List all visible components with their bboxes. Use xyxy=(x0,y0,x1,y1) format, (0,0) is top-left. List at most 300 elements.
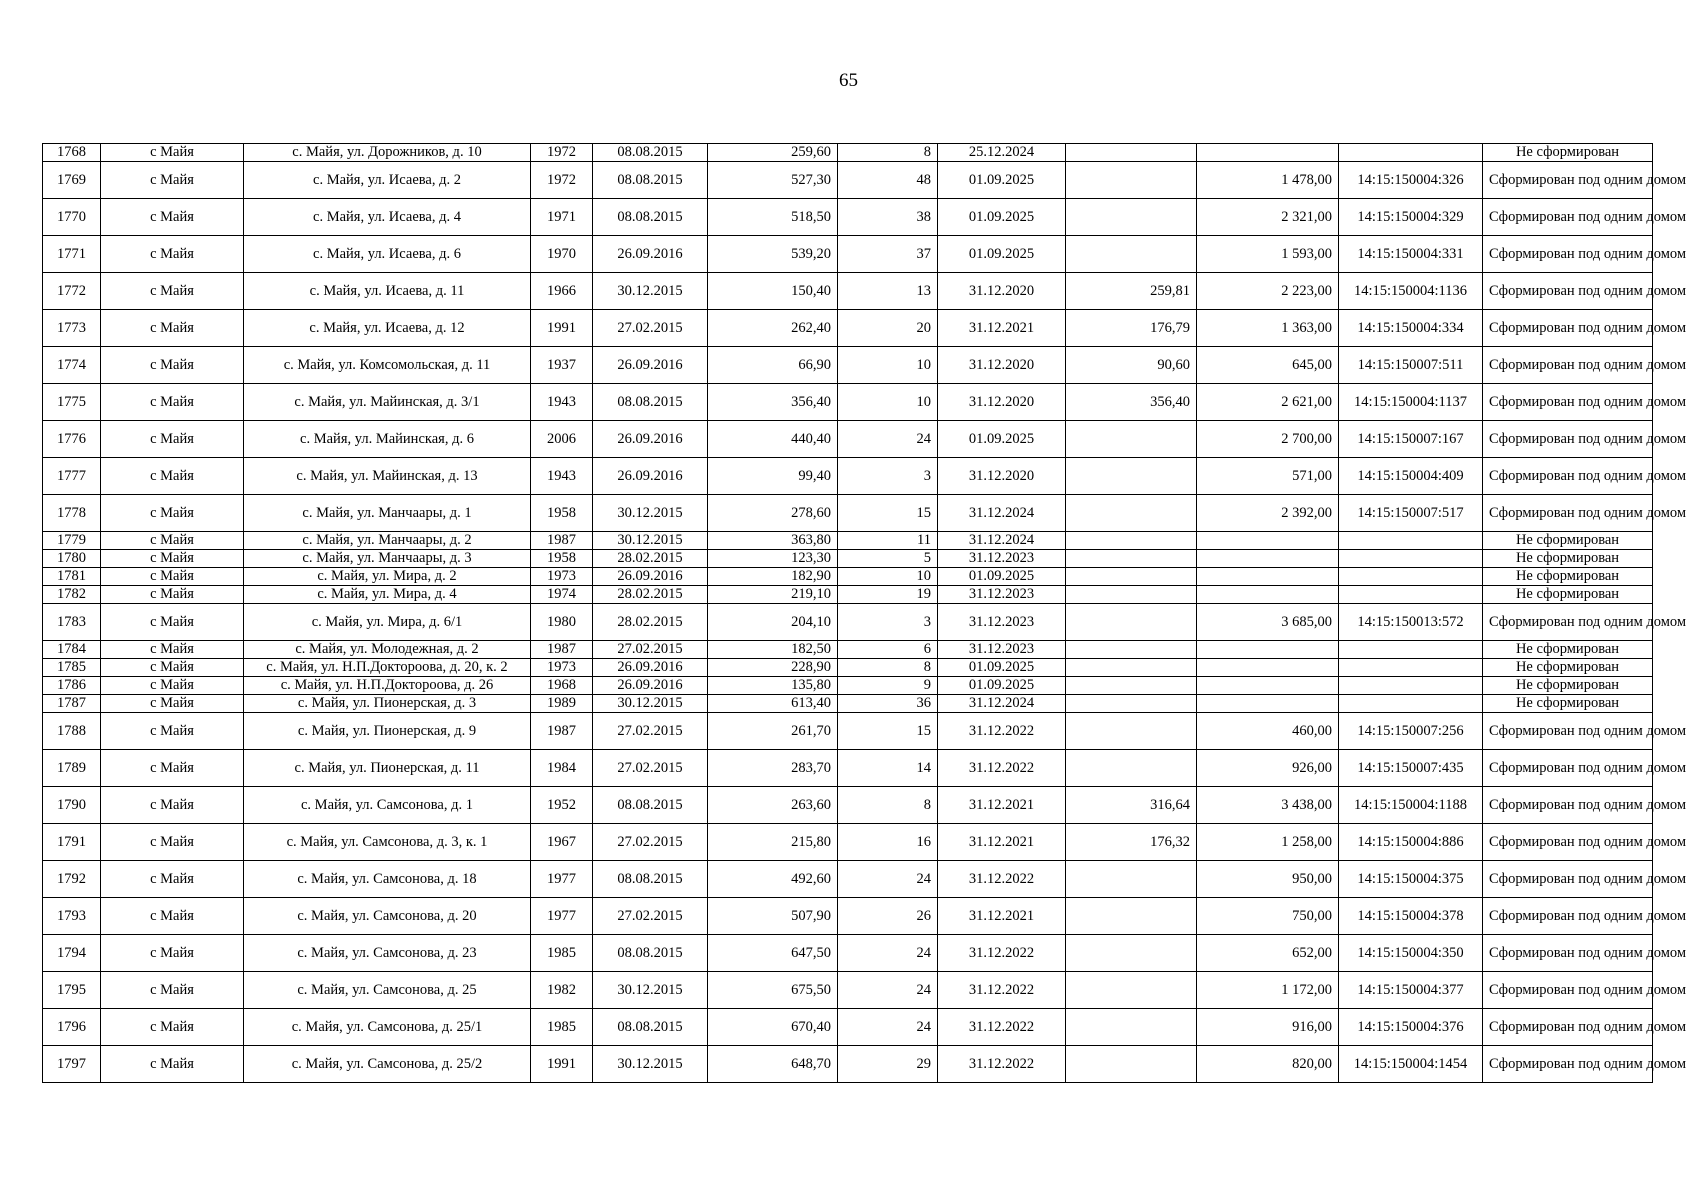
row-number: 1784 xyxy=(43,641,101,659)
year-cell: 1974 xyxy=(531,586,593,604)
date-cell: 28.02.2015 xyxy=(593,550,708,568)
table-row xyxy=(43,750,1653,787)
status-cell: Сформирован под одним домом xyxy=(1483,421,1653,458)
address-cell: с. Майя, ул. Манчаары, д. 3 xyxy=(244,550,531,568)
land-area-cell xyxy=(1197,695,1339,713)
value-cell: 356,40 xyxy=(1066,384,1197,421)
address-cell: с. Майя, ул. Самсонова, д. 18 xyxy=(244,861,531,898)
year-cell: 1977 xyxy=(531,861,593,898)
residents-cell: 15 xyxy=(838,495,938,532)
date-cell: 08.08.2015 xyxy=(593,787,708,824)
status-cell: Не сформирован xyxy=(1483,695,1653,713)
residents-cell: 8 xyxy=(838,144,938,162)
address-cell: с. Майя, ул. Мира, д. 6/1 xyxy=(244,604,531,641)
date-cell: 27.02.2015 xyxy=(593,310,708,347)
area-cell: 259,60 xyxy=(708,144,838,162)
status-cell: Сформирован под одним домом xyxy=(1483,199,1653,236)
table-row xyxy=(43,604,1653,641)
date-cell: 08.08.2015 xyxy=(593,935,708,972)
status-cell: Сформирован под одним домом xyxy=(1483,787,1653,824)
residents-cell: 24 xyxy=(838,1009,938,1046)
table-row xyxy=(43,236,1653,273)
cadastral-number-cell: 14:15:150007:511 xyxy=(1339,347,1483,384)
deadline-cell: 25.12.2024 xyxy=(938,144,1066,162)
row-number: 1780 xyxy=(43,550,101,568)
deadline-cell: 31.12.2023 xyxy=(938,550,1066,568)
year-cell: 1982 xyxy=(531,972,593,1009)
status-cell: Сформирован под одним домом xyxy=(1483,713,1653,750)
row-number: 1789 xyxy=(43,750,101,787)
deadline-cell: 01.09.2025 xyxy=(938,421,1066,458)
row-number: 1777 xyxy=(43,458,101,495)
row-number: 1790 xyxy=(43,787,101,824)
address-cell: с. Майя, ул. Исаева, д. 12 xyxy=(244,310,531,347)
date-cell: 26.09.2016 xyxy=(593,659,708,677)
deadline-cell: 31.12.2020 xyxy=(938,458,1066,495)
row-number: 1774 xyxy=(43,347,101,384)
locality-cell: с Майя xyxy=(101,550,244,568)
address-cell: с. Майя, ул. Майинская, д. 13 xyxy=(244,458,531,495)
land-area-cell: 2 392,00 xyxy=(1197,495,1339,532)
residents-cell: 5 xyxy=(838,550,938,568)
status-cell: Не сформирован xyxy=(1483,568,1653,586)
value-cell xyxy=(1066,199,1197,236)
area-cell: 670,40 xyxy=(708,1009,838,1046)
land-area-cell: 460,00 xyxy=(1197,713,1339,750)
locality-cell: с Майя xyxy=(101,972,244,1009)
deadline-cell: 01.09.2025 xyxy=(938,199,1066,236)
area-cell: 135,80 xyxy=(708,677,838,695)
area-cell: 356,40 xyxy=(708,384,838,421)
row-number: 1768 xyxy=(43,144,101,162)
status-cell: Сформирован под одним домом xyxy=(1483,162,1653,199)
year-cell: 1943 xyxy=(531,384,593,421)
locality-cell: с Майя xyxy=(101,787,244,824)
deadline-cell: 31.12.2024 xyxy=(938,532,1066,550)
status-cell: Сформирован под одним домом xyxy=(1483,347,1653,384)
table-row xyxy=(43,421,1653,458)
status-cell: Не сформирован xyxy=(1483,586,1653,604)
residents-cell: 10 xyxy=(838,568,938,586)
cadastral-number-cell: 14:15:150004:409 xyxy=(1339,458,1483,495)
land-area-cell: 1 172,00 xyxy=(1197,972,1339,1009)
deadline-cell: 01.09.2025 xyxy=(938,677,1066,695)
year-cell: 1987 xyxy=(531,532,593,550)
residents-cell: 9 xyxy=(838,677,938,695)
deadline-cell: 31.12.2020 xyxy=(938,273,1066,310)
locality-cell: с Майя xyxy=(101,495,244,532)
status-cell: Не сформирован xyxy=(1483,144,1653,162)
year-cell: 1958 xyxy=(531,550,593,568)
locality-cell: с Майя xyxy=(101,935,244,972)
area-cell: 123,30 xyxy=(708,550,838,568)
value-cell: 176,32 xyxy=(1066,824,1197,861)
cadastral-number-cell: 14:15:150004:1454 xyxy=(1339,1046,1483,1083)
residents-cell: 20 xyxy=(838,310,938,347)
locality-cell: с Майя xyxy=(101,532,244,550)
deadline-cell: 31.12.2022 xyxy=(938,972,1066,1009)
row-number: 1786 xyxy=(43,677,101,695)
table-row xyxy=(43,586,1653,604)
cadastral-number-cell: 14:15:150007:435 xyxy=(1339,750,1483,787)
year-cell: 1987 xyxy=(531,713,593,750)
residents-cell: 24 xyxy=(838,972,938,1009)
status-cell: Не сформирован xyxy=(1483,659,1653,677)
value-cell: 316,64 xyxy=(1066,787,1197,824)
deadline-cell: 31.12.2022 xyxy=(938,750,1066,787)
land-area-cell: 750,00 xyxy=(1197,898,1339,935)
value-cell xyxy=(1066,935,1197,972)
year-cell: 1991 xyxy=(531,310,593,347)
year-cell: 1952 xyxy=(531,787,593,824)
cadastral-number-cell: 14:15:150004:1188 xyxy=(1339,787,1483,824)
value-cell xyxy=(1066,586,1197,604)
table-row xyxy=(43,550,1653,568)
locality-cell: с Майя xyxy=(101,458,244,495)
locality-cell: с Майя xyxy=(101,162,244,199)
land-area-cell: 2 621,00 xyxy=(1197,384,1339,421)
locality-cell: с Майя xyxy=(101,604,244,641)
deadline-cell: 01.09.2025 xyxy=(938,659,1066,677)
date-cell: 08.08.2015 xyxy=(593,1009,708,1046)
year-cell: 1958 xyxy=(531,495,593,532)
land-area-cell xyxy=(1197,586,1339,604)
residents-cell: 8 xyxy=(838,787,938,824)
residents-cell: 38 xyxy=(838,199,938,236)
value-cell xyxy=(1066,421,1197,458)
address-cell: с. Майя, ул. Комсомольская, д. 11 xyxy=(244,347,531,384)
deadline-cell: 01.09.2025 xyxy=(938,162,1066,199)
address-cell: с. Майя, ул. Исаева, д. 2 xyxy=(244,162,531,199)
address-cell: с. Майя, ул. Самсонова, д. 25 xyxy=(244,972,531,1009)
deadline-cell: 31.12.2020 xyxy=(938,384,1066,421)
status-cell: Сформирован под одним домом xyxy=(1483,384,1653,421)
deadline-cell: 31.12.2021 xyxy=(938,898,1066,935)
cadastral-number-cell: 14:15:150007:167 xyxy=(1339,421,1483,458)
table-row xyxy=(43,641,1653,659)
value-cell xyxy=(1066,162,1197,199)
table-row xyxy=(43,347,1653,384)
date-cell: 08.08.2015 xyxy=(593,861,708,898)
cadastral-number-cell: 14:15:150004:329 xyxy=(1339,199,1483,236)
cadastral-number-cell: 14:15:150007:517 xyxy=(1339,495,1483,532)
deadline-cell: 31.12.2022 xyxy=(938,713,1066,750)
value-cell xyxy=(1066,641,1197,659)
residents-cell: 10 xyxy=(838,347,938,384)
locality-cell: с Майя xyxy=(101,236,244,273)
area-cell: 99,40 xyxy=(708,458,838,495)
year-cell: 1989 xyxy=(531,695,593,713)
year-cell: 1991 xyxy=(531,1046,593,1083)
table-row xyxy=(43,532,1653,550)
year-cell: 1973 xyxy=(531,568,593,586)
year-cell: 1977 xyxy=(531,898,593,935)
status-cell: Сформирован под одним домом xyxy=(1483,236,1653,273)
cadastral-number-cell: 14:15:150004:378 xyxy=(1339,898,1483,935)
deadline-cell: 31.12.2021 xyxy=(938,310,1066,347)
residents-cell: 24 xyxy=(838,421,938,458)
table-row xyxy=(43,787,1653,824)
status-cell: Сформирован под одним домом xyxy=(1483,495,1653,532)
date-cell: 30.12.2015 xyxy=(593,972,708,1009)
value-cell xyxy=(1066,495,1197,532)
cadastral-number-cell: 14:15:150004:377 xyxy=(1339,972,1483,1009)
address-cell: с. Майя, ул. Майинская, д. 6 xyxy=(244,421,531,458)
table-row xyxy=(43,677,1653,695)
deadline-cell: 01.09.2025 xyxy=(938,236,1066,273)
deadline-cell: 31.12.2022 xyxy=(938,935,1066,972)
table-row xyxy=(43,659,1653,677)
table-row xyxy=(43,310,1653,347)
address-cell: с. Майя, ул. Самсонова, д. 25/2 xyxy=(244,1046,531,1083)
year-cell: 2006 xyxy=(531,421,593,458)
cadastral-number-cell xyxy=(1339,550,1483,568)
locality-cell: с Майя xyxy=(101,750,244,787)
residents-cell: 16 xyxy=(838,824,938,861)
area-cell: 492,60 xyxy=(708,861,838,898)
date-cell: 08.08.2015 xyxy=(593,144,708,162)
table-row xyxy=(43,898,1653,935)
locality-cell: с Майя xyxy=(101,347,244,384)
value-cell xyxy=(1066,677,1197,695)
address-cell: с. Майя, ул. Самсонова, д. 3, к. 1 xyxy=(244,824,531,861)
cadastral-number-cell: 14:15:150004:350 xyxy=(1339,935,1483,972)
status-cell: Сформирован под одним домом xyxy=(1483,1009,1653,1046)
year-cell: 1943 xyxy=(531,458,593,495)
area-cell: 182,90 xyxy=(708,568,838,586)
date-cell: 26.09.2016 xyxy=(593,458,708,495)
locality-cell: с Майя xyxy=(101,1009,244,1046)
area-cell: 215,80 xyxy=(708,824,838,861)
land-area-cell: 2 321,00 xyxy=(1197,199,1339,236)
row-number: 1781 xyxy=(43,568,101,586)
area-cell: 363,80 xyxy=(708,532,838,550)
deadline-cell: 31.12.2021 xyxy=(938,824,1066,861)
status-cell: Не сформирован xyxy=(1483,550,1653,568)
locality-cell: с Майя xyxy=(101,273,244,310)
area-cell: 507,90 xyxy=(708,898,838,935)
address-cell: с. Майя, ул. Мира, д. 2 xyxy=(244,568,531,586)
status-cell: Не сформирован xyxy=(1483,532,1653,550)
cadastral-number-cell xyxy=(1339,659,1483,677)
status-cell: Сформирован под одним домом xyxy=(1483,273,1653,310)
cadastral-number-cell xyxy=(1339,641,1483,659)
address-cell: с. Майя, ул. Пионерская, д. 9 xyxy=(244,713,531,750)
area-cell: 66,90 xyxy=(708,347,838,384)
cadastral-number-cell: 14:15:150004:1137 xyxy=(1339,384,1483,421)
locality-cell: с Майя xyxy=(101,898,244,935)
land-area-cell: 926,00 xyxy=(1197,750,1339,787)
residents-cell: 15 xyxy=(838,713,938,750)
address-cell: с. Майя, ул. Исаева, д. 4 xyxy=(244,199,531,236)
value-cell xyxy=(1066,972,1197,1009)
table-row xyxy=(43,824,1653,861)
address-cell: с. Майя, ул. Н.П.Доктороова, д. 26 xyxy=(244,677,531,695)
year-cell: 1985 xyxy=(531,935,593,972)
cadastral-number-cell: 14:15:150004:334 xyxy=(1339,310,1483,347)
land-area-cell xyxy=(1197,144,1339,162)
table-row xyxy=(43,273,1653,310)
year-cell: 1985 xyxy=(531,1009,593,1046)
table-row xyxy=(43,713,1653,750)
land-area-cell xyxy=(1197,659,1339,677)
value-cell xyxy=(1066,659,1197,677)
date-cell: 27.02.2015 xyxy=(593,641,708,659)
row-number: 1792 xyxy=(43,861,101,898)
locality-cell: с Майя xyxy=(101,824,244,861)
date-cell: 08.08.2015 xyxy=(593,384,708,421)
land-area-cell: 645,00 xyxy=(1197,347,1339,384)
area-cell: 440,40 xyxy=(708,421,838,458)
area-cell: 262,40 xyxy=(708,310,838,347)
area-cell: 219,10 xyxy=(708,586,838,604)
land-area-cell: 2 700,00 xyxy=(1197,421,1339,458)
year-cell: 1970 xyxy=(531,236,593,273)
date-cell: 27.02.2015 xyxy=(593,750,708,787)
cadastral-number-cell xyxy=(1339,695,1483,713)
land-area-cell: 571,00 xyxy=(1197,458,1339,495)
row-number: 1797 xyxy=(43,1046,101,1083)
residents-cell: 11 xyxy=(838,532,938,550)
area-cell: 647,50 xyxy=(708,935,838,972)
land-area-cell: 1 363,00 xyxy=(1197,310,1339,347)
land-area-cell xyxy=(1197,568,1339,586)
address-cell: с. Майя, ул. Пионерская, д. 11 xyxy=(244,750,531,787)
area-cell: 182,50 xyxy=(708,641,838,659)
value-cell: 259,81 xyxy=(1066,273,1197,310)
residents-cell: 36 xyxy=(838,695,938,713)
date-cell: 30.12.2015 xyxy=(593,532,708,550)
land-area-cell: 3 438,00 xyxy=(1197,787,1339,824)
date-cell: 27.02.2015 xyxy=(593,898,708,935)
table-row xyxy=(43,144,1653,162)
locality-cell: с Майя xyxy=(101,659,244,677)
row-number: 1782 xyxy=(43,586,101,604)
cadastral-number-cell xyxy=(1339,144,1483,162)
address-cell: с. Майя, ул. Исаева, д. 11 xyxy=(244,273,531,310)
row-number: 1783 xyxy=(43,604,101,641)
value-cell: 90,60 xyxy=(1066,347,1197,384)
table-row xyxy=(43,495,1653,532)
cadastral-number-cell: 14:15:150004:326 xyxy=(1339,162,1483,199)
table-row xyxy=(43,199,1653,236)
residents-cell: 3 xyxy=(838,604,938,641)
page-number: 65 xyxy=(839,70,858,91)
deadline-cell: 31.12.2021 xyxy=(938,787,1066,824)
residents-cell: 8 xyxy=(838,659,938,677)
address-cell: с. Майя, ул. Самсонова, д. 23 xyxy=(244,935,531,972)
deadline-cell: 31.12.2024 xyxy=(938,495,1066,532)
row-number: 1769 xyxy=(43,162,101,199)
housing-registry-table xyxy=(42,143,1687,1083)
date-cell: 26.09.2016 xyxy=(593,421,708,458)
land-area-cell: 950,00 xyxy=(1197,861,1339,898)
cadastral-number-cell: 14:15:150007:256 xyxy=(1339,713,1483,750)
locality-cell: с Майя xyxy=(101,1046,244,1083)
land-area-cell xyxy=(1197,532,1339,550)
value-cell xyxy=(1066,568,1197,586)
deadline-cell: 31.12.2023 xyxy=(938,641,1066,659)
locality-cell: с Майя xyxy=(101,310,244,347)
table-row xyxy=(43,568,1653,586)
row-number: 1776 xyxy=(43,421,101,458)
row-number: 1772 xyxy=(43,273,101,310)
deadline-cell: 31.12.2022 xyxy=(938,1009,1066,1046)
date-cell: 30.12.2015 xyxy=(593,495,708,532)
row-number: 1794 xyxy=(43,935,101,972)
year-cell: 1937 xyxy=(531,347,593,384)
cadastral-number-cell: 14:15:150004:1136 xyxy=(1339,273,1483,310)
date-cell: 27.02.2015 xyxy=(593,824,708,861)
residents-cell: 37 xyxy=(838,236,938,273)
residents-cell: 3 xyxy=(838,458,938,495)
date-cell: 28.02.2015 xyxy=(593,604,708,641)
area-cell: 648,70 xyxy=(708,1046,838,1083)
table-body xyxy=(43,144,1687,1083)
deadline-cell: 31.12.2022 xyxy=(938,861,1066,898)
address-cell: с. Майя, ул. Самсонова, д. 1 xyxy=(244,787,531,824)
locality-cell: с Майя xyxy=(101,713,244,750)
residents-cell: 6 xyxy=(838,641,938,659)
status-cell: Сформирован под одним домом xyxy=(1483,935,1653,972)
date-cell: 30.12.2015 xyxy=(593,273,708,310)
row-number: 1778 xyxy=(43,495,101,532)
residents-cell: 24 xyxy=(838,861,938,898)
row-number: 1773 xyxy=(43,310,101,347)
table-row xyxy=(43,695,1653,713)
deadline-cell: 31.12.2022 xyxy=(938,1046,1066,1083)
status-cell: Сформирован под одним домом xyxy=(1483,972,1653,1009)
status-cell: Не сформирован xyxy=(1483,677,1653,695)
area-cell: 518,50 xyxy=(708,199,838,236)
area-cell: 278,60 xyxy=(708,495,838,532)
locality-cell: с Майя xyxy=(101,586,244,604)
date-cell: 27.02.2015 xyxy=(593,713,708,750)
area-cell: 675,50 xyxy=(708,972,838,1009)
deadline-cell: 31.12.2024 xyxy=(938,695,1066,713)
year-cell: 1968 xyxy=(531,677,593,695)
value-cell xyxy=(1066,713,1197,750)
status-cell: Сформирован под одним домом xyxy=(1483,604,1653,641)
cadastral-number-cell xyxy=(1339,568,1483,586)
cadastral-number-cell xyxy=(1339,586,1483,604)
address-cell: с. Майя, ул. Самсонова, д. 20 xyxy=(244,898,531,935)
status-cell: Сформирован под одним домом xyxy=(1483,1046,1653,1083)
value-cell xyxy=(1066,898,1197,935)
address-cell: с. Майя, ул. Манчаары, д. 2 xyxy=(244,532,531,550)
year-cell: 1984 xyxy=(531,750,593,787)
residents-cell: 24 xyxy=(838,935,938,972)
row-number: 1788 xyxy=(43,713,101,750)
cadastral-number-cell xyxy=(1339,532,1483,550)
year-cell: 1987 xyxy=(531,641,593,659)
residents-cell: 10 xyxy=(838,384,938,421)
row-number: 1771 xyxy=(43,236,101,273)
value-cell xyxy=(1066,236,1197,273)
address-cell: с. Майя, ул. Молодежная, д. 2 xyxy=(244,641,531,659)
date-cell: 26.09.2016 xyxy=(593,677,708,695)
address-cell: с. Майя, ул. Пионерская, д. 3 xyxy=(244,695,531,713)
table-row xyxy=(43,861,1653,898)
cadastral-number-cell: 14:15:150004:376 xyxy=(1339,1009,1483,1046)
date-cell: 30.12.2015 xyxy=(593,1046,708,1083)
deadline-cell: 31.12.2023 xyxy=(938,604,1066,641)
land-area-cell xyxy=(1197,550,1339,568)
value-cell xyxy=(1066,1046,1197,1083)
area-cell: 263,60 xyxy=(708,787,838,824)
row-number: 1796 xyxy=(43,1009,101,1046)
area-cell: 228,90 xyxy=(708,659,838,677)
